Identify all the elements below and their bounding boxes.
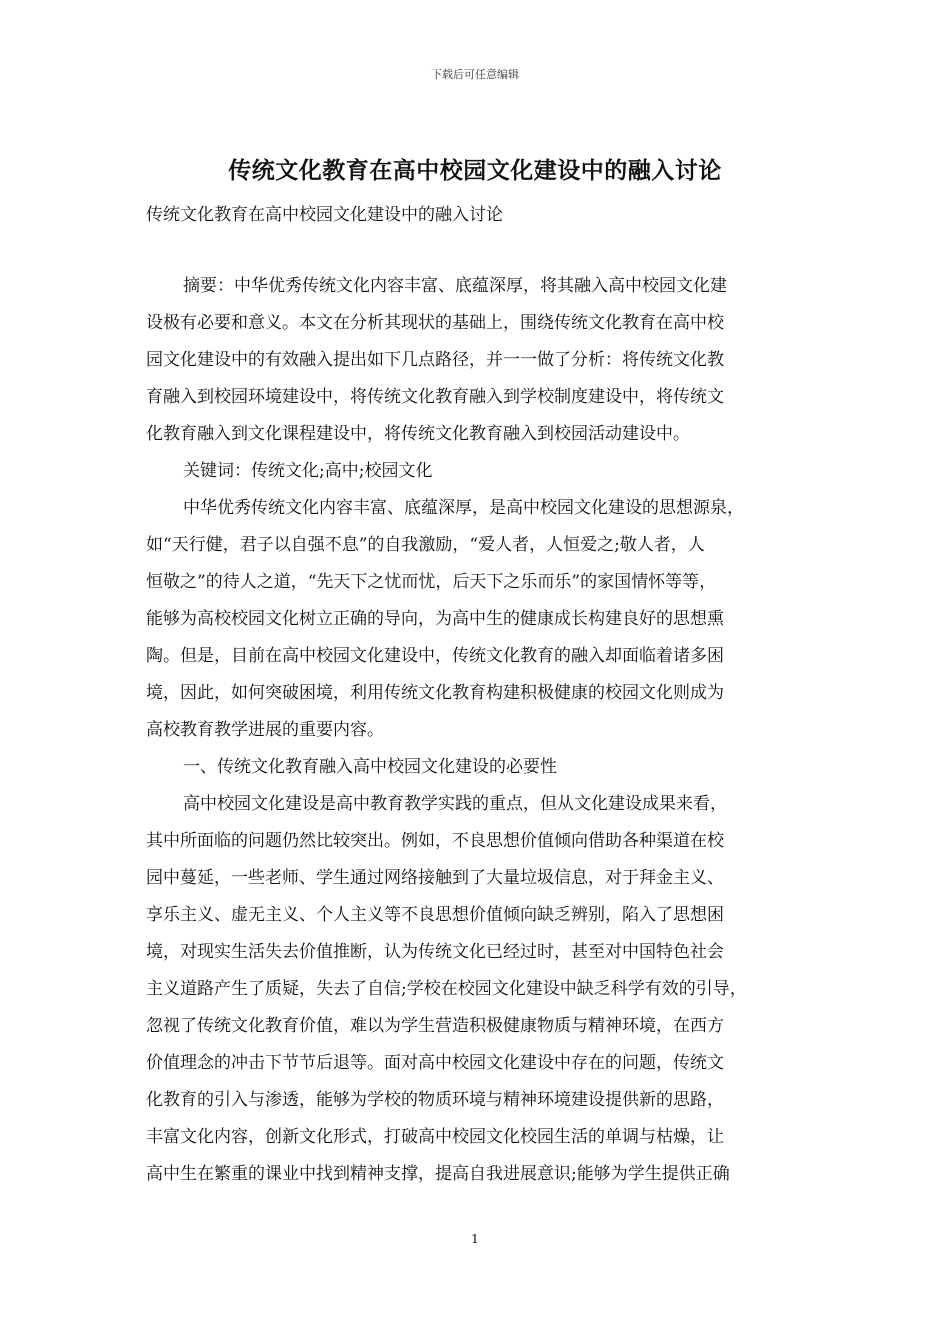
text-line: 化教育融入到文化课程建设中，将传统文化教育融入到校园活动建设中。 xyxy=(146,424,690,444)
text-line: 关键词：传统文化;高中;校园文化 xyxy=(183,461,433,481)
document-body xyxy=(146,268,806,1193)
text-line: 享乐主义、虚无主义、个人主义等不良思想价值倾向缺乏辨别，陷入了思想困 xyxy=(146,905,724,925)
text-line: 境，因此，如何突破困境，利用传统文化教育构建积极健康的校园文化则成为 xyxy=(146,683,724,703)
text-line: 高校教育教学进展的重要内容。 xyxy=(146,720,384,740)
text-line: 园中蔓延，一些老师、学生通过网络接触到了大量垃圾信息，对于拜金主义、 xyxy=(146,868,724,888)
text-line: 能够为高校校园文化树立正确的导向，为高中生的健康成长构建良好的思想熏 xyxy=(146,609,724,629)
text-line: 化教育的引入与渗透，能够为学校的物质环境与精神环境建设提供新的思路， xyxy=(146,1090,724,1110)
page-header-note: 下载后可任意编辑 xyxy=(431,68,519,81)
text-line: 陶。但是，目前在高中校园文化建设中，传统文化教育的融入却面临着诸多困 xyxy=(146,646,724,666)
text-line: 育融入到校园环境建设中，将传统文化教育融入到学校制度建设中，将传统文 xyxy=(146,387,724,407)
text-line: 高中生在繁重的课业中找到精神支撑，提高自我进展意识;能够为学生提供正确 xyxy=(146,1164,730,1184)
text-line: 境，对现实生活失去价值推断，认为传统文化已经过时，甚至对中国特色社会 xyxy=(146,942,724,962)
text-line: 忽视了传统文化教育价值，难以为学生营造积极健康物质与精神环境，在西方 xyxy=(146,1016,724,1036)
text-line: 园文化建设中的有效融入提出如下几点路径，并一一做了分析：将传统文化教 xyxy=(146,350,724,370)
text-line: 高中校园文化建设是高中教育教学实践的重点，但从文化建设成果来看， xyxy=(183,794,727,814)
text-line: 价值理念的冲击下节节后退等。面对高中校园文化建设中存在的问题，传统文 xyxy=(146,1053,724,1073)
document-subtitle: 传统文化教育在高中校园文化建设中的融入讨论 xyxy=(146,205,503,225)
text-line: 主义道路产生了质疑，失去了自信;学校在校园文化建设中缺乏科学有效的引导， xyxy=(146,979,747,999)
text-line: 恒敬之”的待人之道，“先天下之忧而忧，后天下之乐而乐”的家国情怀等等， xyxy=(146,572,717,592)
text-line: 设极有必要和意义。本文在分析其现状的基础上，围绕传统文化教育在高中校 xyxy=(146,313,724,333)
text-line: 一、传统文化教育融入高中校园文化建设的必要性 xyxy=(183,757,557,777)
text-line: 如“天行健，君子以自强不息”的自我激励，“爱人者，人恒爱之;敬人者，人 xyxy=(146,535,705,555)
text-line: 丰富文化内容，创新文化形式，打破高中校园文化校园生活的单调与枯燥，让 xyxy=(146,1127,724,1147)
text-line: 其中所面临的问题仍然比较突出。例如，不良思想价值倾向借助各种渠道在校 xyxy=(146,831,724,851)
text-line: 中华优秀传统文化内容丰富、底蕴深厚，是高中校园文化建设的思想源泉， xyxy=(183,498,744,518)
text-line: 摘要：中华优秀传统文化内容丰富、底蕴深厚，将其融入高中校园文化建 xyxy=(183,276,727,296)
page-number: 1 xyxy=(471,1232,479,1246)
document-title: 传统文化教育在高中校园文化建设中的融入讨论 xyxy=(228,157,722,184)
